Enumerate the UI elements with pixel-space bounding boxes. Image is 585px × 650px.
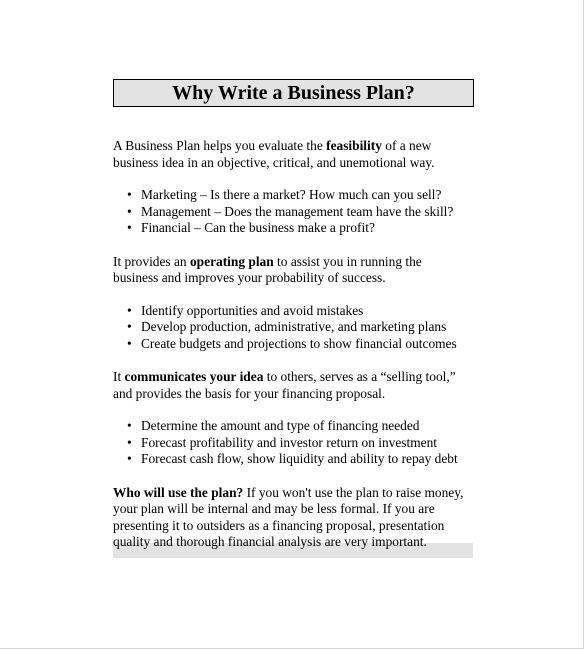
bullet-icon: • [127, 434, 132, 450]
list-item [127, 319, 475, 336]
text-span: It provides an [113, 253, 190, 269]
bullet-icon: • [127, 187, 132, 202]
list-item [127, 435, 475, 452]
list-item [127, 451, 475, 468]
page-title: Why Write a Business Plan? [113, 79, 474, 107]
list-item [127, 204, 475, 221]
bullet-icon: • [127, 418, 132, 433]
bullet-icon: • [127, 302, 132, 318]
list-item-text: Management – Does the management team have the skill? [141, 203, 454, 219]
list-item-text: Forecast cash flow, show liquidity and ability to repay debt [141, 451, 458, 466]
bullet-icon: • [127, 220, 132, 235]
list-item [127, 303, 475, 320]
text-span: business and improves your probability of success. [113, 270, 386, 285]
bold-term-communicates: communicates your idea [124, 369, 264, 384]
bullet-list-operating-plan [113, 303, 475, 353]
text-span: It [113, 369, 125, 384]
text-span: your plan will be internal and may be less formal. If you are [113, 501, 435, 516]
document-body [113, 79, 475, 551]
list-item [127, 418, 475, 435]
bold-term-operating-plan: operating plan [189, 253, 274, 269]
bullet-list-feasibility [113, 187, 475, 237]
text-span: to others, serves as a “selling tool,” [263, 369, 456, 384]
list-item [127, 336, 475, 353]
list-item-text: Marketing – Is there a market? How much can you sell? [141, 187, 442, 202]
list-item-text: Develop production, administrative, and marketing plans [141, 319, 447, 334]
bold-term-feasibility: feasibility [326, 138, 382, 153]
bullet-list-financing [113, 418, 475, 468]
bullet-icon: • [127, 319, 132, 334]
list-item-text: Identify opportunities and avoid mistakes [141, 302, 364, 318]
list-item-text: Forecast profitability and investor return on investment [141, 434, 438, 450]
paragraph-feasibility [113, 138, 475, 171]
list-item [127, 187, 475, 204]
list-item-text: Create budgets and projections to show financial outcomes [141, 335, 457, 351]
text-span: and provides the basis for your financing proposal. [113, 385, 386, 401]
bold-term-who-will-use: Who will use the plan? [113, 484, 244, 500]
list-item-text: Determine the amount and type of financing needed [141, 418, 420, 433]
text-span: quality and thorough financial analysis are very important. [113, 534, 427, 549]
text-span: presenting it to outsiders as a financing proposal, presentation [113, 517, 445, 533]
text-span: of a new [381, 138, 432, 153]
paragraph-operating-plan [113, 254, 475, 287]
bullet-icon: • [127, 451, 132, 466]
text-span: business idea in an objective, critical, and unemotional way. [113, 154, 435, 170]
text-span: A Business Plan helps you evaluate the [113, 138, 327, 153]
list-item [127, 220, 475, 237]
bullet-icon: • [127, 335, 132, 351]
text-span: to assist you in running the [273, 253, 422, 269]
paragraph-who-will-use [113, 485, 475, 551]
paragraph-communicates [113, 369, 475, 402]
bullet-icon: • [127, 203, 132, 219]
text-span: If you won't use the plan to raise money, [243, 484, 464, 500]
list-item-text: Financial – Can the business make a profit? [141, 220, 375, 235]
